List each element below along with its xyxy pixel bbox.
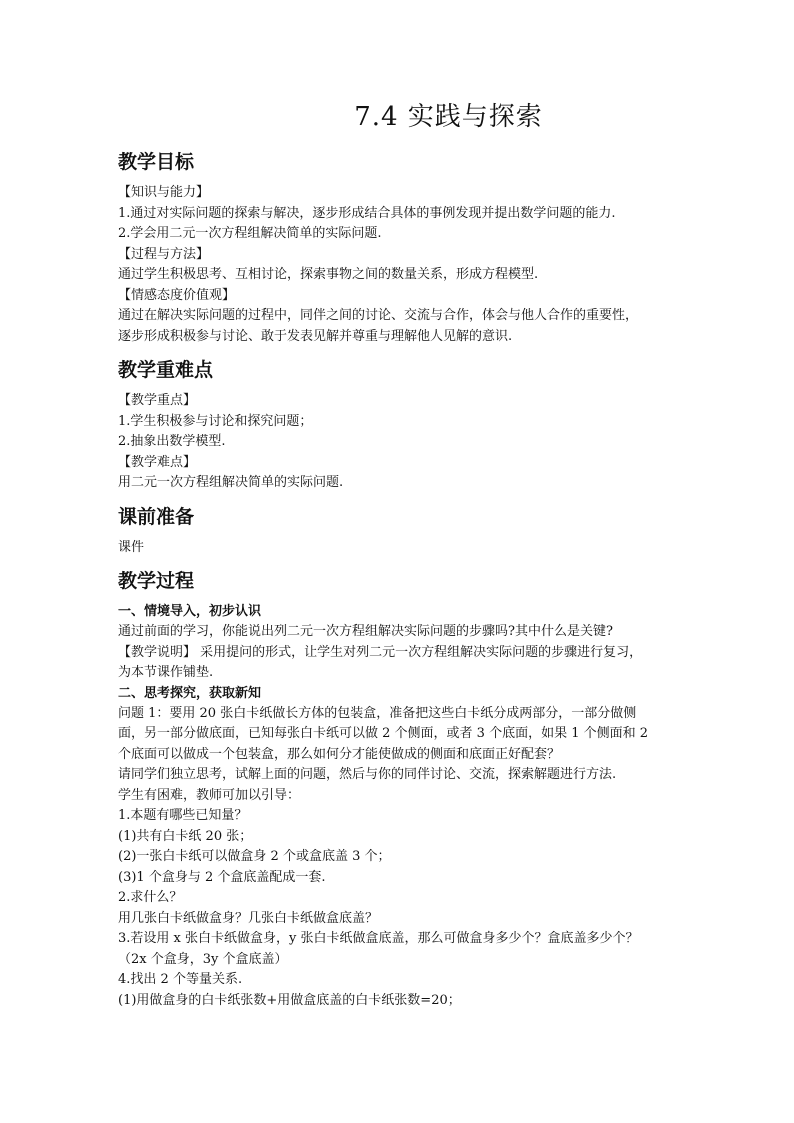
tag-emotion: 【情感态度价值观】 — [118, 287, 236, 303]
process-line: (3)1 个盒身与 2 个盒底盖配成一套. — [118, 869, 326, 885]
process-line: (2)一张白卡纸可以做盒身 2 个或盒底盖 3 个； — [118, 849, 391, 864]
process-line: (1)共有白卡纸 20 张； — [118, 828, 253, 844]
subsection-title: 一、情境导入，初步认识 — [118, 604, 262, 619]
goal-line: 1.通过对实际问题的探索与解决，逐步形成结合具体的事例发现并提出数学问题的能力. — [118, 205, 616, 221]
goal-line: 逐步形成积极参与讨论、敢于发表见解并尊重与理解他人见解的意识. — [118, 328, 513, 344]
section-heading-process: 教学过程 — [118, 570, 195, 592]
process-line: 通过前面的学习，你能说出列二元一次方程组解决实际问题的步骤吗?其中什么是关键? — [118, 624, 613, 639]
process-line: 1.本题有哪些已知量？ — [118, 808, 248, 823]
process-line: 用几张白卡纸做盒身？几张白卡纸做盒底盖？ — [118, 910, 379, 926]
process-line: （2x 个盒身，3y 个盒底盖） — [118, 951, 288, 967]
process-line: 个底面可以做成一个包装盒，那么如何分才能使做成的侧面和底面正好配套？ — [118, 746, 561, 762]
tag-process: 【过程与方法】 — [118, 246, 210, 262]
process-line: 为本节课作铺垫. — [118, 665, 214, 680]
subsection-title: 二、思考探究，获取新知 — [118, 685, 262, 701]
process-line: 面，另一部分做底面，已知每张白卡纸可以做 2 个侧面，或者 3 个底面，如果 1 个侧面和 2 — [118, 726, 649, 741]
tag-difficulty: 【教学难点】 — [118, 454, 197, 470]
section-heading-prep: 课前准备 — [118, 505, 195, 528]
tag-focus: 【教学重点】 — [118, 393, 197, 408]
page-title: 7.4 实践与探索 — [354, 102, 543, 132]
difficulty-line: 用二元一次方程组解决简单的实际问题. — [118, 475, 344, 490]
goal-line: 通过在解决实际问题的过程中，同伴之间的讨论、交流与合作，体会与他人合作的重要性， — [118, 308, 639, 323]
prep-text: 课件 — [118, 539, 145, 555]
process-line: 2.求什么？ — [118, 890, 183, 905]
focus-line: 1.学生积极参与讨论和探究问题； — [118, 413, 313, 429]
process-line: 3.若设用 x 张白卡纸做盒身，y 张白卡纸做盒底盖，那么可做盒身多少个？盒底盖多少个？ — [118, 931, 639, 946]
process-line: 4.找出 2 个等量关系. — [118, 972, 243, 987]
goal-line: 通过学生积极思考、互相讨论，探索事物之间的数量关系，形成方程模型. — [118, 267, 539, 282]
goal-line: 2.学会用二元一次方程组解决简单的实际问题. — [118, 226, 382, 241]
tag-knowledge: 【知识与能力】 — [118, 185, 210, 200]
process-line: 学生有困难，教师可加以引导： — [118, 787, 301, 803]
process-line: 【教学说明】 采用提问的形式，让学生对列二元一次方程组解决实际问题的步骤进行复习， — [118, 644, 643, 660]
focus-line: 2.抽象出数学模型. — [118, 434, 226, 449]
process-line: 请同学们独立思考，试解上面的问题，然后与你的同伴讨论、交流，探索解题进行方法. — [118, 767, 617, 782]
process-line: 问题 1：要用 20 张白卡纸做长方体的包装盒，准备把这些白卡纸分成两部分，一部分做侧 — [118, 705, 637, 721]
section-heading-key: 教学重难点 — [118, 359, 214, 381]
process-line: (1)用做盒身的白卡纸张数+用做盒底盖的白卡纸张数=20； — [118, 992, 461, 1008]
section-heading-goals: 教学目标 — [118, 151, 195, 173]
document-page — [118, 95, 683, 1011]
